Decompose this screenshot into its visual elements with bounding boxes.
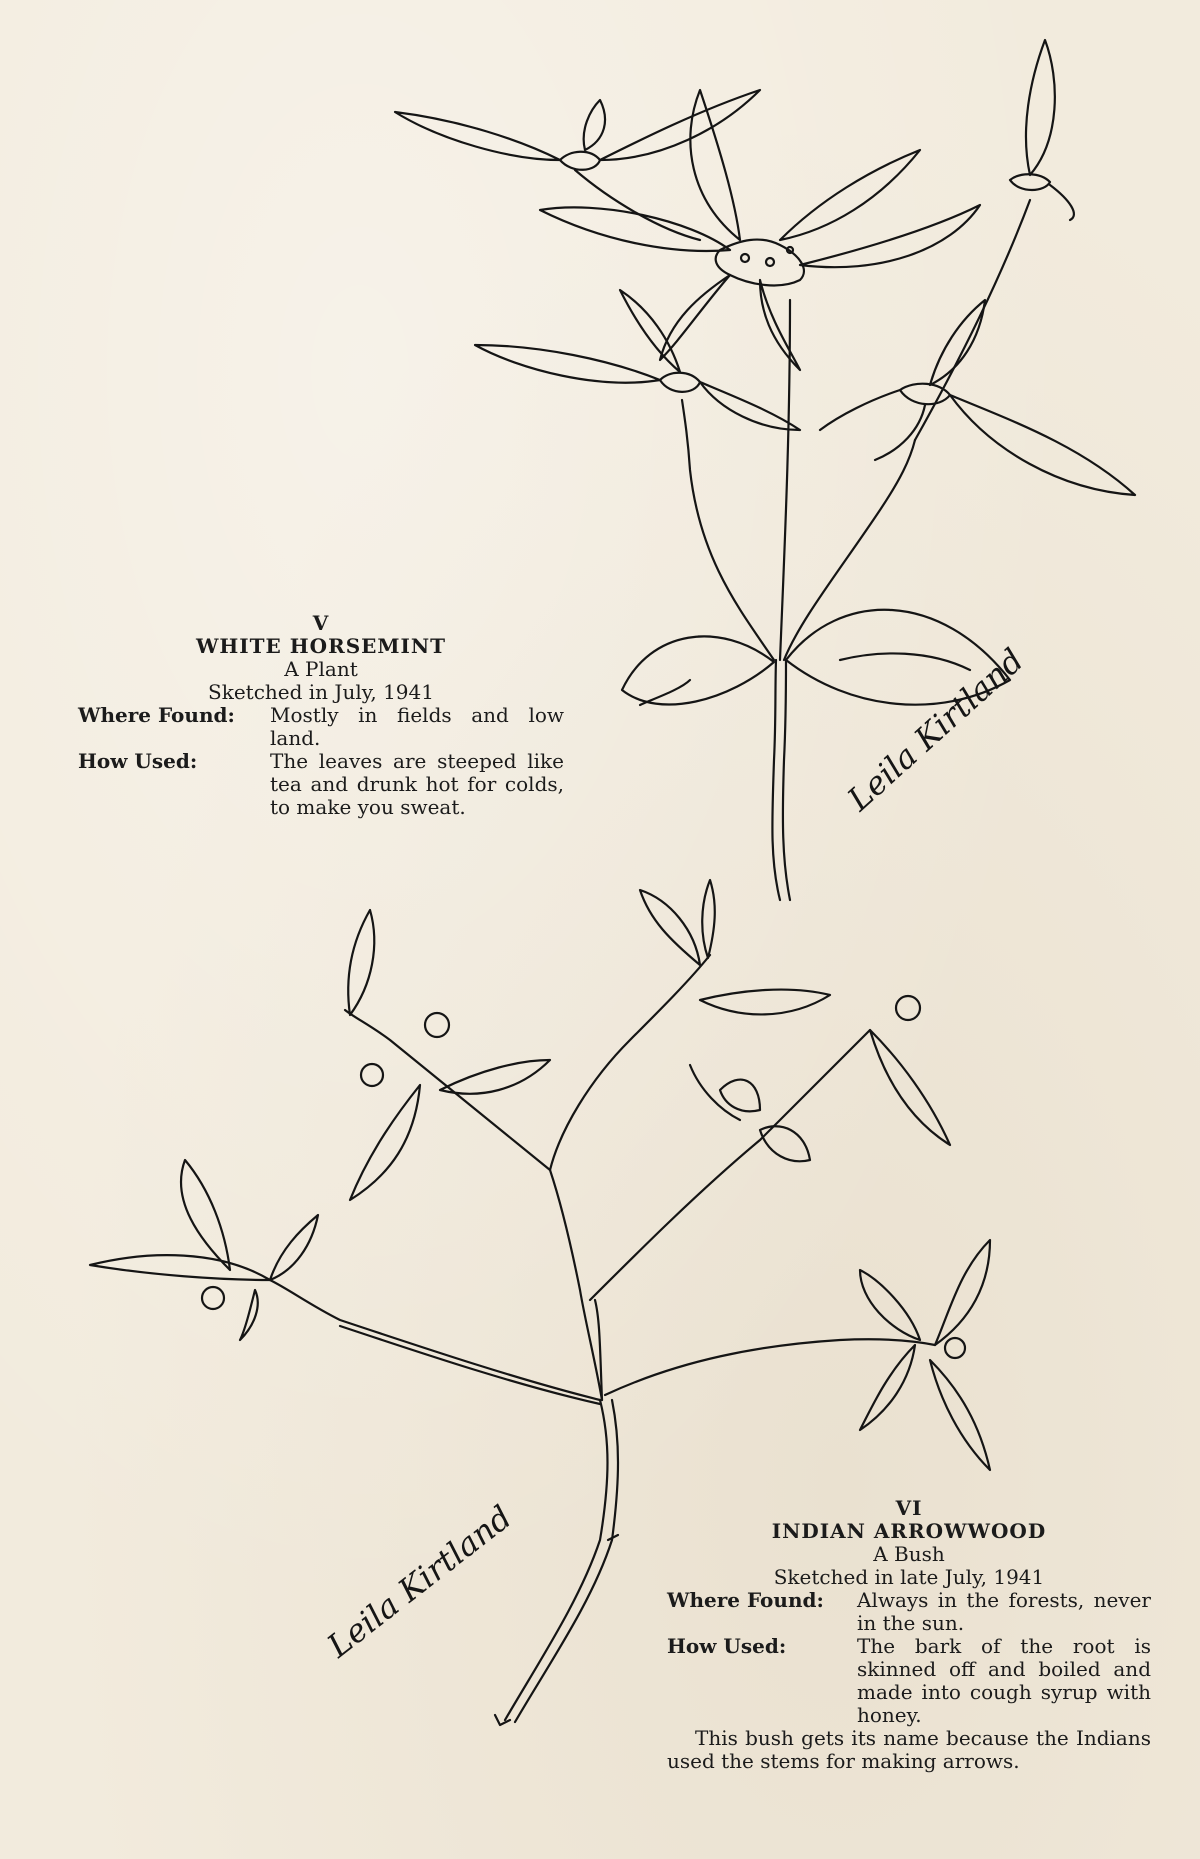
entry-sketched-date: Sketched in late July, 1941 (773, 1565, 1045, 1589)
where-found-text: Always in the forests, never in the sun. (857, 1588, 1151, 1635)
artist-signature: Leila Kirtland (320, 1497, 519, 1665)
where-found-row (667, 1589, 1151, 1635)
artist-signature: Leila Kirtland (840, 641, 1031, 819)
how-used-row (667, 1635, 1151, 1727)
entry-white-horsemint (78, 612, 564, 819)
entry-sketched-date: Sketched in July, 1941 (208, 680, 434, 704)
entry-kind: A Bush (873, 1542, 945, 1566)
where-found-text: Mostly in fields and low land. (270, 703, 564, 750)
entry-indian-arrowwood (667, 1497, 1151, 1773)
how-used-text: The bark of the root is skinned off and boiled and made into cough syrup with honey. (857, 1634, 1151, 1727)
how-used-row (78, 750, 564, 819)
how-used-label: How Used: (667, 1634, 787, 1658)
where-found-label: Where Found: (667, 1588, 824, 1612)
how-used-text: The leaves are steeped like tea and drunk hot for colds, to make you sweat. (270, 749, 564, 819)
entry-numeral: V (312, 611, 330, 635)
where-found-label: Where Found: (78, 703, 235, 727)
entry-numeral: VI (895, 1496, 923, 1520)
entry-note: This bush gets its name because the Indians used the stems for making arrows. (667, 1726, 1151, 1773)
where-found-row (78, 704, 564, 750)
how-used-label: How Used: (78, 749, 198, 773)
entry-kind: A Plant (284, 657, 358, 681)
entry-title: WHITE HORSEMINT (195, 634, 447, 658)
entry-title: INDIAN ARROWWOOD (771, 1519, 1047, 1543)
